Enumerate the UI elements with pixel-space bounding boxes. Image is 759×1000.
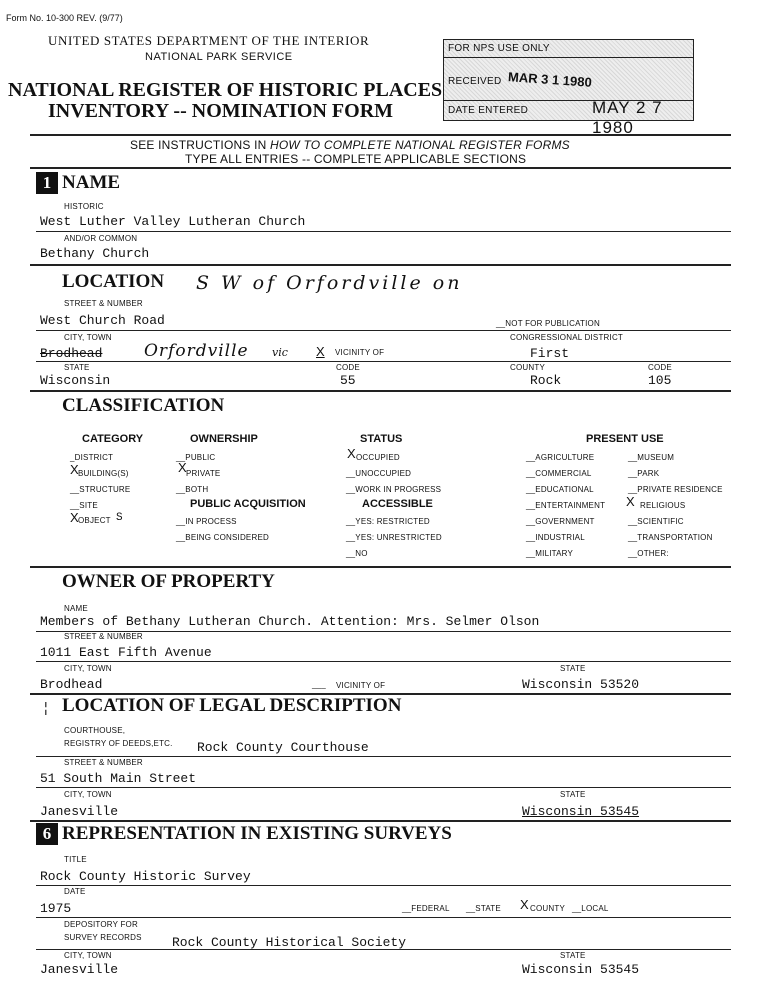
- occupied-mark: X: [347, 446, 356, 461]
- public-acquisition-header: PUBLIC ACQUISITION: [190, 498, 306, 510]
- accessible-no: __NO: [346, 549, 368, 558]
- use-museum: __MUSEUM: [628, 453, 675, 462]
- section-title-legal: LOCATION OF LEGAL DESCRIPTION: [62, 695, 402, 716]
- survey-title-label: TITLE: [64, 855, 87, 864]
- use-government: __GOVERNMENT: [526, 517, 595, 526]
- state-code-value: 55: [340, 373, 356, 388]
- depository-value: Rock County Historical Society: [172, 935, 407, 950]
- location-state-value: Wisconsin: [40, 373, 111, 388]
- legal-state-value: Wisconsin 53545: [522, 804, 640, 819]
- depository-label-2: SURVEY RECORDS: [64, 933, 142, 942]
- section-title-owner: OWNER OF PROPERTY: [62, 571, 275, 592]
- accessible-unrestricted: __YES: UNRESTRICTED: [346, 533, 442, 542]
- owner-street-label: STREET & NUMBER: [64, 632, 143, 641]
- use-educational: __EDUCATIONAL: [526, 485, 594, 494]
- survey-county: COUNTY: [530, 904, 565, 913]
- category-object: OBJECT: [78, 516, 111, 525]
- survey-city-label: CITY, TOWN: [64, 951, 112, 960]
- section-title-name: NAME: [62, 172, 121, 193]
- category-object-suffix: S: [116, 512, 123, 524]
- use-religious: RELIGIOUS: [640, 501, 686, 510]
- congressional-district-label: CONGRESSIONAL DISTRICT: [510, 333, 624, 342]
- use-agriculture: __AGRICULTURE: [526, 453, 595, 462]
- section-title-location: LOCATION: [62, 271, 165, 292]
- use-park: __PARK: [628, 469, 660, 478]
- nps-use-only-box: [443, 39, 694, 137]
- historic-name-value: West Luther Valley Lutheran Church: [40, 214, 306, 229]
- historic-label: HISTORIC: [64, 202, 104, 211]
- ownership-public: __PUBLIC: [176, 453, 216, 462]
- owner-state-value: Wisconsin 53520: [522, 677, 640, 692]
- legal-state-label: STATE: [560, 790, 586, 799]
- section-number-1: 1: [36, 172, 58, 194]
- owner-street-value: 1011 East Fifth Avenue: [40, 645, 212, 660]
- handwritten-city: Orfordville: [144, 341, 249, 361]
- owner-name-value: Members of Bethany Lutheran Church. Attention: Mrs. Selmer Olson: [40, 614, 540, 629]
- present-use-header: PRESENT USE: [586, 433, 664, 445]
- survey-date-value: 1975: [40, 901, 72, 916]
- location-street-value: West Church Road: [40, 313, 165, 328]
- status-work-in-progress: __WORK IN PROGRESS: [346, 485, 442, 494]
- owner-state-label: STATE: [560, 664, 586, 673]
- acquisition-being-considered: __BEING CONSIDERED: [176, 533, 269, 542]
- congressional-district-value: First: [530, 346, 570, 361]
- state-label: STATE: [64, 363, 90, 372]
- use-other: __OTHER:: [628, 549, 669, 558]
- accessible-header: ACCESSIBLE: [362, 498, 433, 510]
- owner-vicinity-label: VICINITY OF: [336, 681, 386, 690]
- owner-city-value: Brodhead: [40, 677, 103, 692]
- status-unoccupied: __UNOCCUPIED: [346, 469, 412, 478]
- county-value: Rock: [530, 373, 562, 388]
- religious-mark: X: [626, 494, 635, 509]
- category-header: CATEGORY: [82, 433, 144, 445]
- section-number-6: 6: [36, 823, 58, 845]
- ownership-header: OWNERSHIP: [190, 433, 258, 445]
- depository-label-1: DEPOSITORY FOR: [64, 920, 138, 929]
- legal-city-label: CITY, TOWN: [64, 790, 112, 799]
- survey-federal: __FEDERAL: [402, 904, 450, 913]
- survey-state-label: STATE: [560, 951, 586, 960]
- courthouse-value: Rock County Courthouse: [197, 740, 369, 755]
- handwritten-location-note: S W of Orfordville on: [196, 272, 463, 294]
- county-code-value: 105: [648, 373, 672, 388]
- street-number-label: STREET & NUMBER: [64, 299, 143, 308]
- use-private-residence: __PRIVATE RESIDENCE: [628, 485, 723, 494]
- state-code-label: CODE: [336, 363, 360, 372]
- use-scientific: __SCIENTIFIC: [628, 517, 684, 526]
- owner-name-label: NAME: [64, 604, 88, 613]
- county-code-label: CODE: [648, 363, 672, 372]
- common-name-value: Bethany Church: [40, 246, 150, 261]
- use-entertainment: __ENTERTAINMENT: [526, 501, 606, 510]
- vicinity-mark: X: [316, 344, 325, 359]
- survey-state: __STATE: [466, 904, 501, 913]
- ownership-both: __BOTH: [176, 485, 209, 494]
- acquisition-in-process: __IN PROCESS: [176, 517, 237, 526]
- survey-date-label: DATE: [64, 887, 86, 896]
- survey-state-value: Wisconsin 53545: [522, 962, 640, 977]
- object-mark: X: [70, 510, 79, 525]
- handwritten-vicinity: vic: [272, 346, 288, 359]
- instructions-line1: SEE INSTRUCTIONS IN HOW TO COMPLETE NATIONAL REGISTER FORMS: [130, 138, 570, 152]
- location-city-value: Brodhead: [40, 346, 103, 361]
- form-number: Form No. 10-300 REV. (9/77): [6, 13, 123, 23]
- common-name-label: AND/OR COMMON: [64, 234, 138, 243]
- nps-box-title: FOR NPS USE ONLY: [448, 43, 550, 54]
- courthouse-label-2: REGISTRY OF DEEDS,ETC.: [64, 739, 173, 748]
- survey-city-value: Janesville: [40, 962, 119, 977]
- service-name: NATIONAL PARK SERVICE: [145, 51, 293, 63]
- ownership-private: PRIVATE: [186, 469, 221, 478]
- form-title-line1: NATIONAL REGISTER OF HISTORIC PLACES: [8, 79, 443, 101]
- use-commercial: __COMMERCIAL: [526, 469, 592, 478]
- building-mark: X: [70, 462, 79, 477]
- use-industrial: __INDUSTRIAL: [526, 533, 585, 542]
- accessible-restricted: __YES: RESTRICTED: [346, 517, 430, 526]
- section-5-marker: ¦: [44, 699, 48, 715]
- date-entered-stamp: MAY 2 7 1980: [592, 98, 663, 137]
- survey-title-value: Rock County Historic Survey: [40, 869, 251, 884]
- survey-county-mark: X: [520, 897, 529, 912]
- category-district: _DISTRICT: [70, 453, 114, 462]
- private-mark: X: [178, 460, 187, 475]
- category-site: __SITE: [70, 501, 98, 510]
- category-structure: __STRUCTURE: [70, 485, 131, 494]
- use-military: __MILITARY: [526, 549, 574, 558]
- vicinity-of-label: VICINITY OF: [335, 348, 385, 357]
- county-label: COUNTY: [510, 363, 545, 372]
- received-label: RECEIVED: [448, 76, 502, 87]
- owner-city-label: CITY, TOWN: [64, 664, 112, 673]
- department-name: UNITED STATES DEPARTMENT OF THE INTERIOR: [48, 33, 370, 48]
- date-entered-label: DATE ENTERED: [448, 105, 529, 116]
- legal-street-label: STREET & NUMBER: [64, 758, 143, 767]
- status-occupied: OCCUPIED: [356, 453, 400, 462]
- courthouse-label-1: COURTHOUSE,: [64, 726, 126, 735]
- category-building: BUILDING(S): [78, 469, 129, 478]
- received-stamp: MAR 3 1 1980: [507, 69, 593, 90]
- section-title-surveys: REPRESENTATION IN EXISTING SURVEYS: [62, 823, 452, 844]
- status-header: STATUS: [360, 433, 403, 445]
- section-title-classification: CLASSIFICATION: [62, 395, 225, 416]
- legal-city-value: Janesville: [40, 804, 119, 819]
- not-for-publication: __NOT FOR PUBLICATION: [496, 319, 600, 328]
- city-town-label: CITY, TOWN: [64, 333, 112, 342]
- owner-vicinity-blank: ___: [312, 680, 326, 689]
- legal-street-value: 51 South Main Street: [40, 771, 197, 786]
- form-title-line2: INVENTORY -- NOMINATION FORM: [48, 100, 394, 122]
- survey-local: __LOCAL: [572, 904, 609, 913]
- instructions-line2: TYPE ALL ENTRIES -- COMPLETE APPLICABLE SECTIONS: [185, 152, 527, 166]
- use-transportation: __TRANSPORTATION: [628, 533, 713, 542]
